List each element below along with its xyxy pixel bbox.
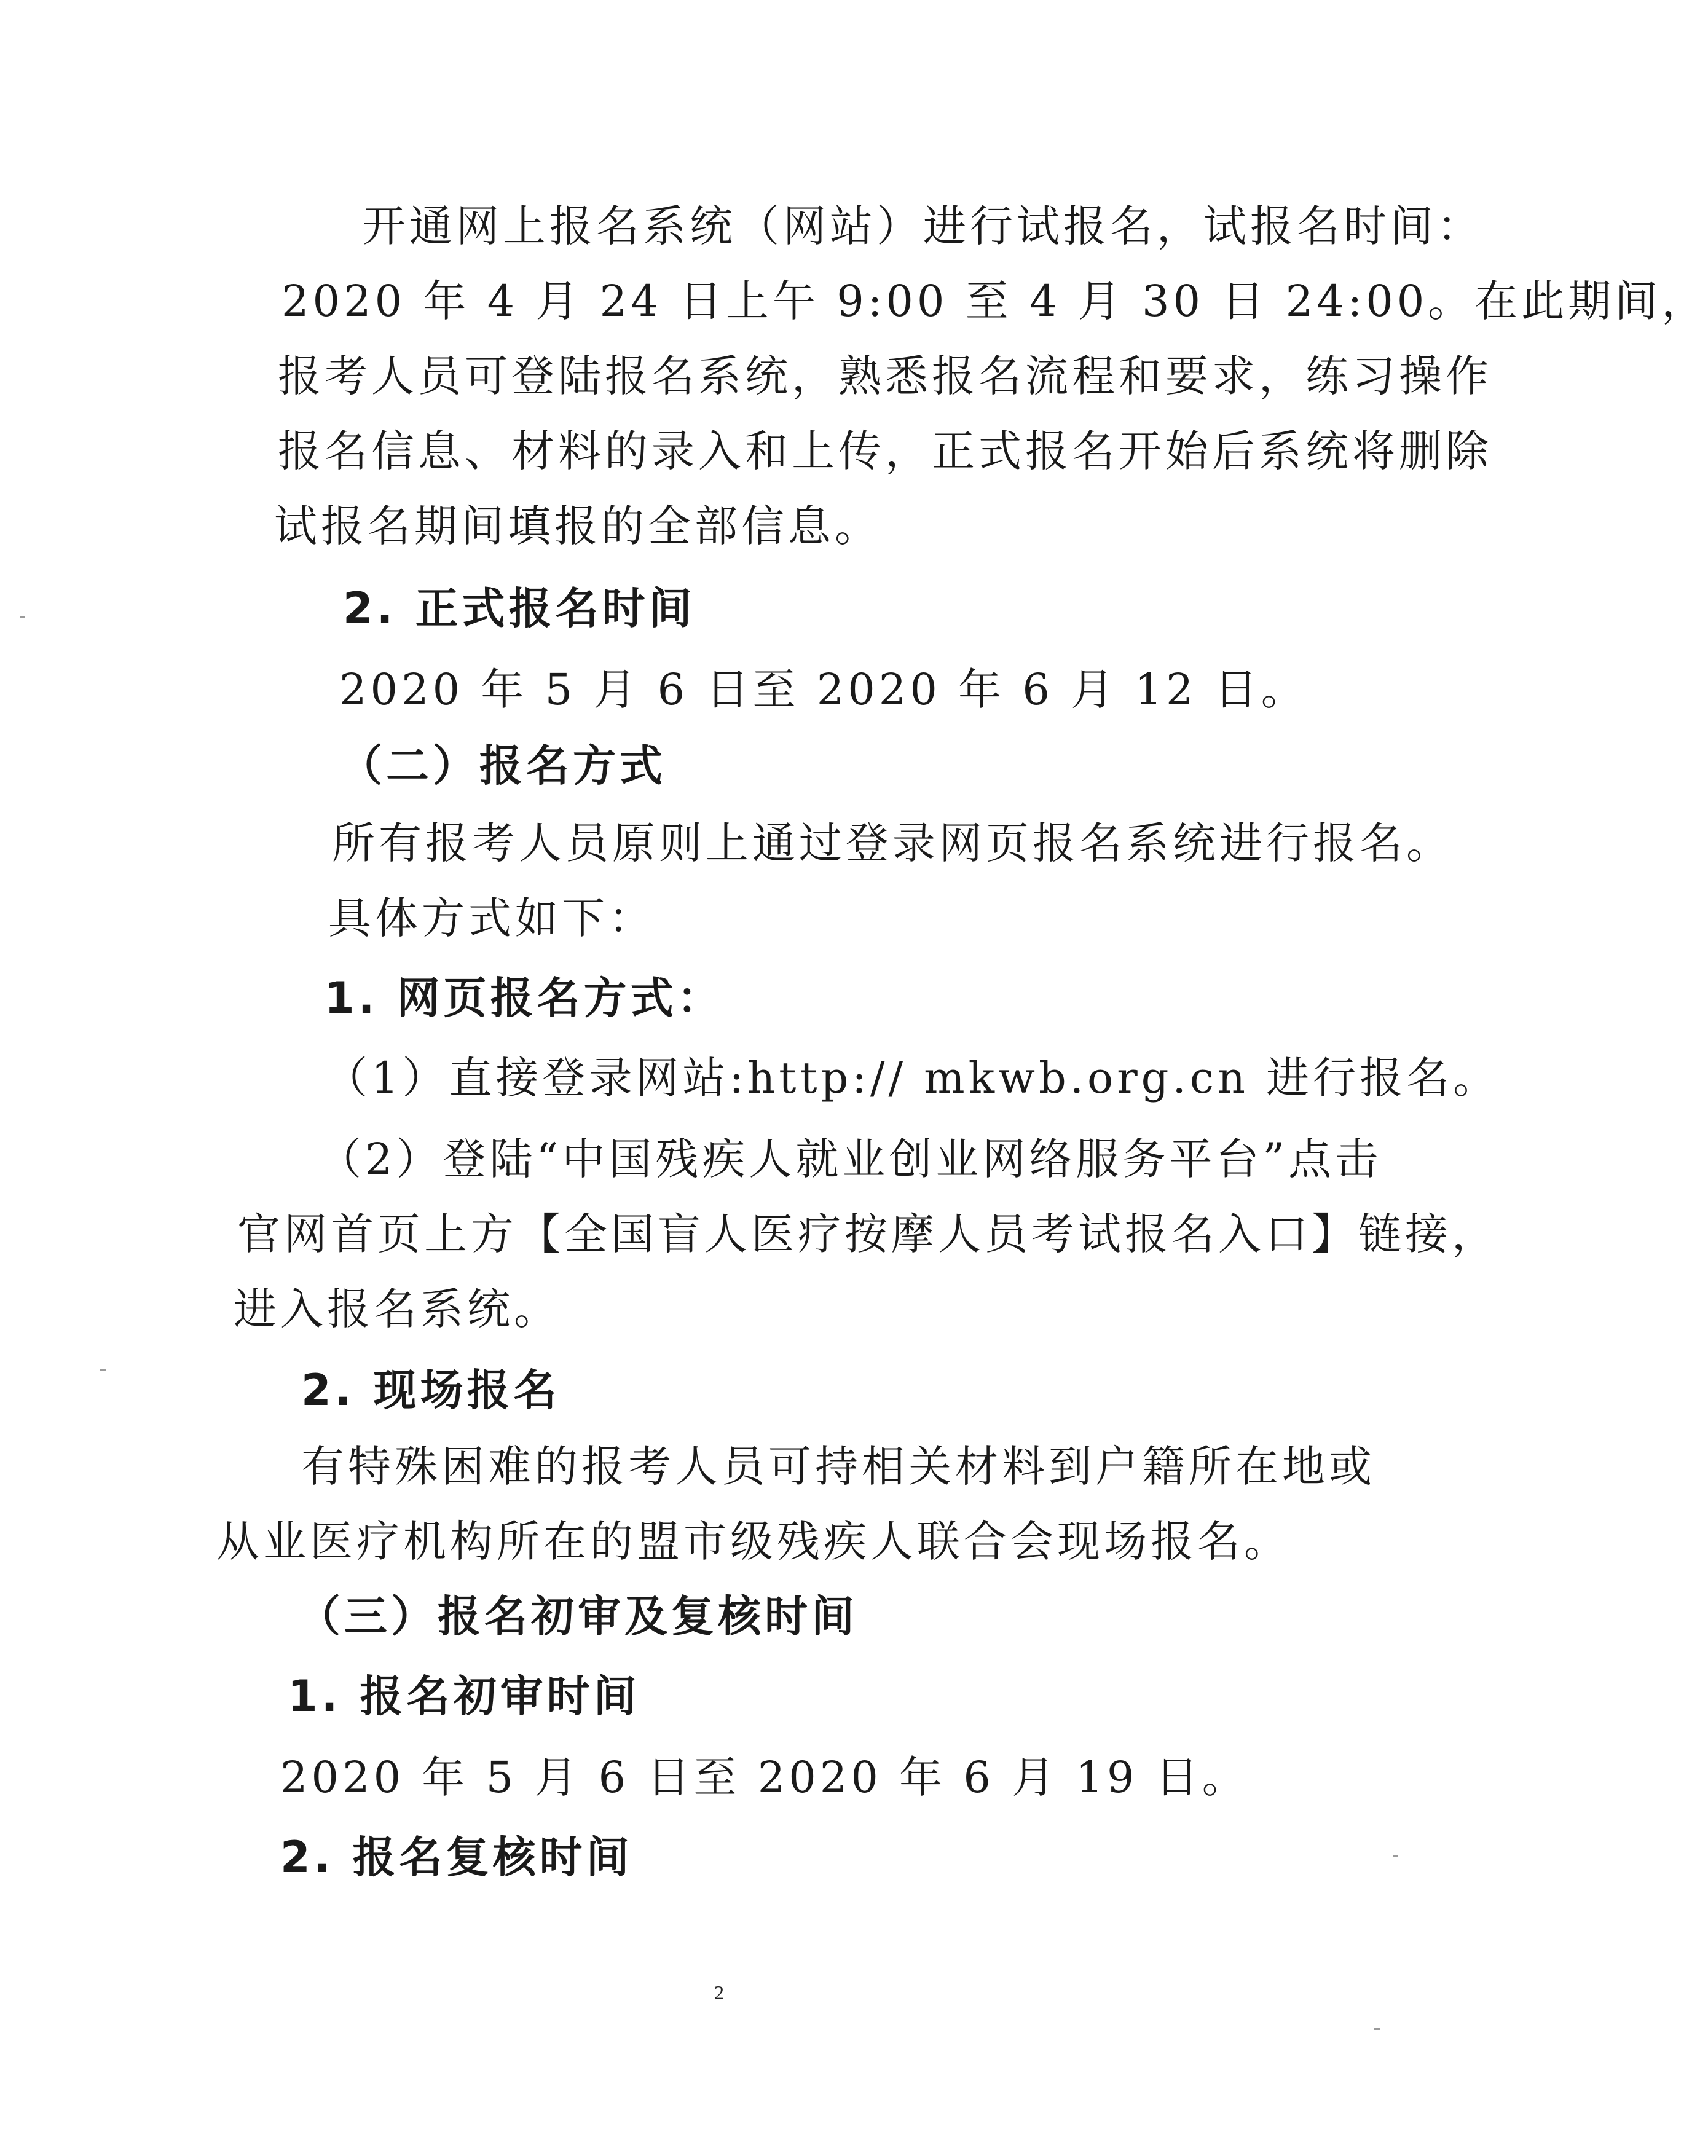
body-text-line: 所有报考人员原则上通过登录网页报名系统进行报名。 <box>332 818 1453 868</box>
body-text-line: 报名信息、材料的录入和上传，正式报名开始后系统将删除 <box>278 426 1492 476</box>
body-text-line: 报考人员可登陆报名系统，熟悉报名流程和要求，练习操作 <box>278 351 1492 401</box>
section-heading: （三）报名初审及复核时间 <box>297 1591 858 1642</box>
body-text-line: 试报名期间填报的全部信息。 <box>274 501 881 551</box>
page-number: 2 <box>714 1981 724 2004</box>
body-text-line: （1）直接登录网站:http:// mkwb.org.cn 进行报名。 <box>325 1053 1500 1103</box>
section-heading: 2. 现场报名 <box>301 1365 561 1415</box>
body-text-line: （2）登陆“中国残疾人就业创业网络服务平台”点击 <box>318 1134 1382 1184</box>
body-text-line: 进入报名系统。 <box>234 1284 561 1334</box>
body-text-line: 2020 年 5 月 6 日至 2020 年 6 月 19 日。 <box>280 1752 1249 1803</box>
body-text-line: 具体方式如下： <box>328 893 655 943</box>
body-text-line: 开通网上报名系统（网站）进行试报名，试报名时间： <box>363 201 1484 251</box>
body-text-line: 2020 年 4 月 24 日上午 9:00 至 4 月 30 日 24:00。在此期间， <box>281 276 1708 326</box>
body-text-line: 官网首页上方【全国盲人医疗按摩人员考试报名入口】链接， <box>237 1209 1498 1259</box>
section-heading: 1. 网页报名方式： <box>325 973 724 1023</box>
scan-speck <box>1393 1855 1398 1857</box>
scan-speck <box>1374 2028 1380 2030</box>
body-text-line: 有特殊困难的报考人员可持相关材料到户籍所在地或 <box>301 1441 1375 1492</box>
scan-speck <box>100 1369 106 1371</box>
section-heading: （二）报名方式 <box>339 741 666 791</box>
body-text-line: 从业医疗机构所在的盟市级残疾人联合会现场报名。 <box>216 1516 1291 1567</box>
section-heading: 1. 报名初审时间 <box>288 1671 640 1721</box>
scan-speck <box>20 616 25 618</box>
body-text-line: 2020 年 5 月 6 日至 2020 年 6 月 12 日。 <box>339 664 1308 715</box>
section-heading: 2. 报名复核时间 <box>280 1832 633 1883</box>
section-heading: 2. 正式报名时间 <box>343 583 696 634</box>
